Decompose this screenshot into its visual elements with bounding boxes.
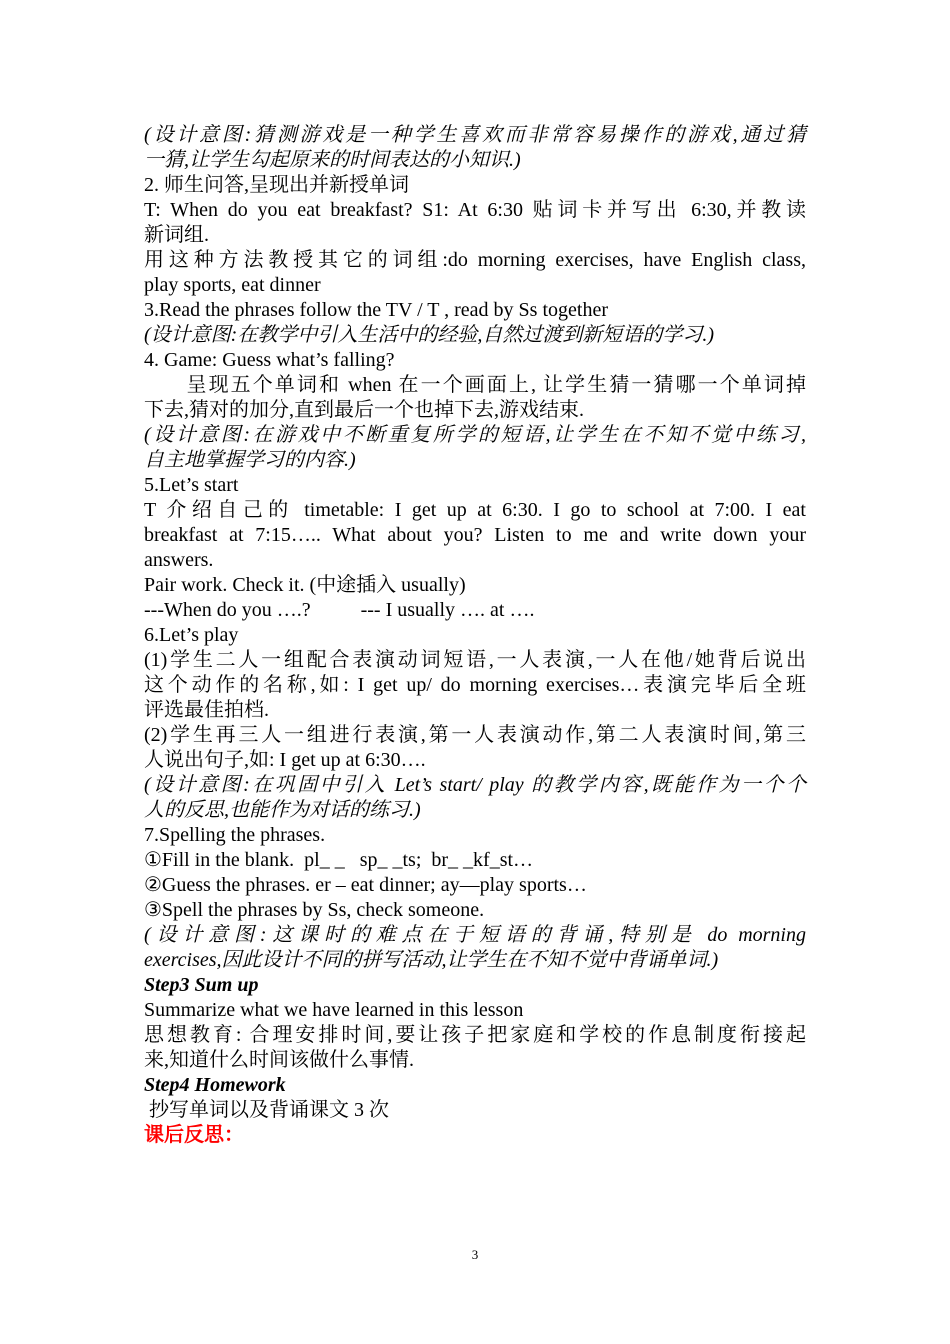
dialogue-line: ---When do you ….? --- I usually …. at …. [144,599,535,621]
text-line: 新词组. [144,224,209,246]
step-3-heading: 3.Read the phrases follow the TV / T , read by Ss together [144,299,608,321]
text-line: (1)学生二人一组配合表演动词短语,一人表演,一人在他/她背后说出 [144,649,806,671]
text-line: Pair work. Check it. (中途插入 usually) [144,574,466,596]
text-line: 来,知道什么时间该做什么事情. [144,1049,414,1071]
text-line: T 介绍自己的 timetable: I get up at 6:30. I go to school at 7:00. I eat [144,499,806,521]
text-line: 这个动作的名称,如: I get up/ do morning exercises…表演完毕后全班 [144,674,806,696]
step-5-heading: 5.Let’s start [144,474,239,496]
homework-line: 抄写单词以及背诵课文 3 次 [144,1099,389,1121]
design-intent-note-5-cont: exercises,因此设计不同的拼写活动,让学生在不知不觉中背诵单词.) [144,949,719,971]
text-line: Summarize what we have learned in this lesson [144,999,524,1021]
text-line: breakfast at 7:15….. What about you? Listen to me and write down your [144,524,806,546]
list-item: ①Fill in the blank. pl_ _ sp_ _ts; br_ _kf_st… [144,849,534,871]
text-line: 人说出句子,如: I get up at 6:30…. [144,749,426,771]
design-intent-note-3-cont: 自主地掌握学习的内容.) [144,449,356,471]
text-line: 呈现五个单词和 when 在一个画面上, 让学生猜一猜哪一个单词掉 [144,374,806,396]
step-2-heading: 2. 师生问答,呈现出并新授单词 [144,174,409,196]
text-line: (2)学生再三人一组进行表演,第一人表演动作,第二人表演时间,第三 [144,724,806,746]
text-line: 用这种方法教授其它的词组:do morning exercises, have English class, [144,249,806,271]
dialogue-line: T: When do you eat breakfast? S1: At 6:30 贴词卡并写出 6:30,并教读 [144,199,806,221]
step-6-heading: 6.Let’s play [144,624,239,646]
text-line: answers. [144,549,214,571]
design-intent-note-1: (设计意图:猜测游戏是一种学生喜欢而非常容易操作的游戏,通过猜 [144,124,806,146]
design-intent-note-2: (设计意图:在教学中引入生活中的经验,自然过渡到新短语的学习.) [144,324,714,346]
moral-education-line: 思想教育: 合理安排时间,要让孩子把家庭和学校的作息制度衔接起 [144,1024,806,1046]
step4-heading: Step4 Homework [144,1074,286,1096]
design-intent-note-3: (设计意图:在游戏中不断重复所学的短语,让学生在不知不觉中练习, [144,424,806,446]
text-line: 评选最佳拍档. [144,699,269,721]
page-number: 3 [471,1247,479,1262]
step3-heading: Step3 Sum up [144,974,259,996]
list-item: ②Guess the phrases. er – eat dinner; ay—play sports… [144,874,587,896]
design-intent-note-4: (设计意图:在巩固中引入 Let’s start/ play 的教学内容,既能作为一个个 [144,774,806,796]
design-intent-note-4-cont: 人的反思,也能作为对话的练习.) [144,799,421,821]
list-item: ③Spell the phrases by Ss, check someone. [144,899,485,921]
reflection-heading: 课后反思： [144,1124,244,1146]
step-4-heading: 4. Game: Guess what’s falling? [144,349,395,371]
text-line: 下去,猜对的加分,直到最后一个也掉下去,游戏结束. [144,399,584,421]
step-7-heading: 7.Spelling the phrases. [144,824,326,846]
design-intent-note-5: (设计意图:这课时的难点在于短语的背诵,特别是 do morning [144,924,806,946]
design-intent-note-1-cont: 一猜,让学生勾起原来的时间表达的小知识.) [144,149,521,171]
text-line: play sports, eat dinner [144,274,321,296]
